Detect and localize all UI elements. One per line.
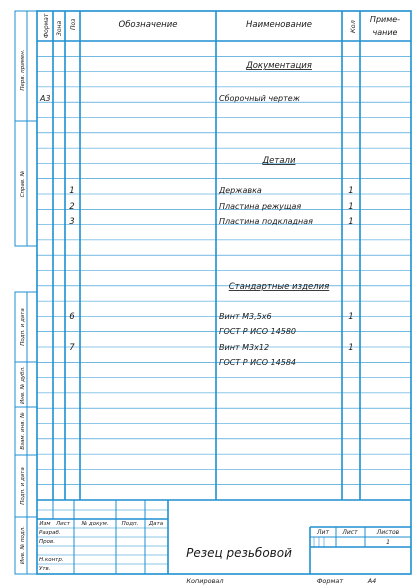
side-label-inv-dubl: Инв. № дубл. xyxy=(20,366,26,404)
row-assembly-format: А3 xyxy=(40,94,51,103)
tb-sheets: Листов xyxy=(376,529,400,536)
document-title: Резец резьбовой xyxy=(186,546,292,560)
header-designation: Обозначение xyxy=(118,20,178,30)
section-details: Детали xyxy=(262,156,296,166)
footer-format-value: А4 xyxy=(367,577,377,585)
tb-sheet: Лист xyxy=(56,521,70,527)
side-label-sign-date-1: Подп. и дата xyxy=(20,308,26,346)
title-block xyxy=(37,500,411,574)
side-label-sign-date-2: Подп. и дата xyxy=(20,467,26,505)
side-label-inv-podl: Инв. № подл. xyxy=(20,526,26,564)
side-label-ref-no: Справ. № xyxy=(20,170,26,198)
header-pos: Поз xyxy=(70,18,77,30)
tb-lit: Лит xyxy=(317,529,329,536)
row-item7-standard: ГОСТ Р ИСО 14584 xyxy=(219,358,296,367)
row-item2-qty: 1 xyxy=(348,202,354,212)
tb-sheet2: Лист xyxy=(342,529,358,536)
header-note-2: чание xyxy=(372,28,398,37)
tb-checked: Пров. xyxy=(39,539,55,545)
row-item6-qty: 1 xyxy=(348,312,354,322)
header-name: Наименование xyxy=(245,20,313,30)
tb-approved: Утв. xyxy=(39,566,51,572)
tb-developed: Разраб. xyxy=(39,530,61,536)
row-item3-name: Пластина подкладная xyxy=(219,217,313,226)
footer-format-label: Формат xyxy=(316,577,344,585)
side-label-vzam-inv: Взам. инв. № xyxy=(20,412,26,450)
row-item7-pos: 7 xyxy=(69,343,75,353)
row-item2-pos: 2 xyxy=(69,202,75,212)
row-item7-name: Винт М3х12 xyxy=(219,343,270,352)
row-item2-name: Пластина режущая xyxy=(219,202,302,211)
header-zone: Зона xyxy=(56,20,63,36)
tb-date: Дата xyxy=(148,521,164,527)
tb-norm-control: Н.контр. xyxy=(39,557,64,563)
row-item6-standard: ГОСТ Р ИСО 14580 xyxy=(219,327,296,336)
side-label-first-use: Перв. примен. xyxy=(20,49,26,91)
row-item6-pos: 6 xyxy=(69,312,75,322)
table-row-lines xyxy=(37,56,411,484)
side-stamp xyxy=(15,11,37,574)
row-item1-name: Державка xyxy=(219,186,262,195)
header-qty: Кол xyxy=(349,20,357,33)
row-item3-pos: 3 xyxy=(69,217,75,227)
footer-copied: Копировал xyxy=(186,577,224,585)
tb-change: Изм xyxy=(39,521,51,527)
tb-doc-no: № докум. xyxy=(81,521,109,527)
row-item1-qty: 1 xyxy=(348,186,354,196)
row-item7-qty: 1 xyxy=(348,343,354,353)
table-grid xyxy=(37,11,411,500)
tb-sheets-value: 1 xyxy=(386,539,390,546)
header-format: Формат xyxy=(43,13,50,38)
row-item3-qty: 1 xyxy=(348,217,354,227)
row-assembly-name: Сборочный чертеж xyxy=(219,94,300,103)
tb-signature: Подп. xyxy=(121,521,139,527)
row-item1-pos: 1 xyxy=(69,186,75,196)
section-standard: Стандартные изделия xyxy=(228,282,330,292)
section-documentation: Документация xyxy=(246,61,312,71)
row-item6-name: Винт М3,5х6 xyxy=(219,312,272,321)
header-note-1: Приме- xyxy=(369,15,401,24)
